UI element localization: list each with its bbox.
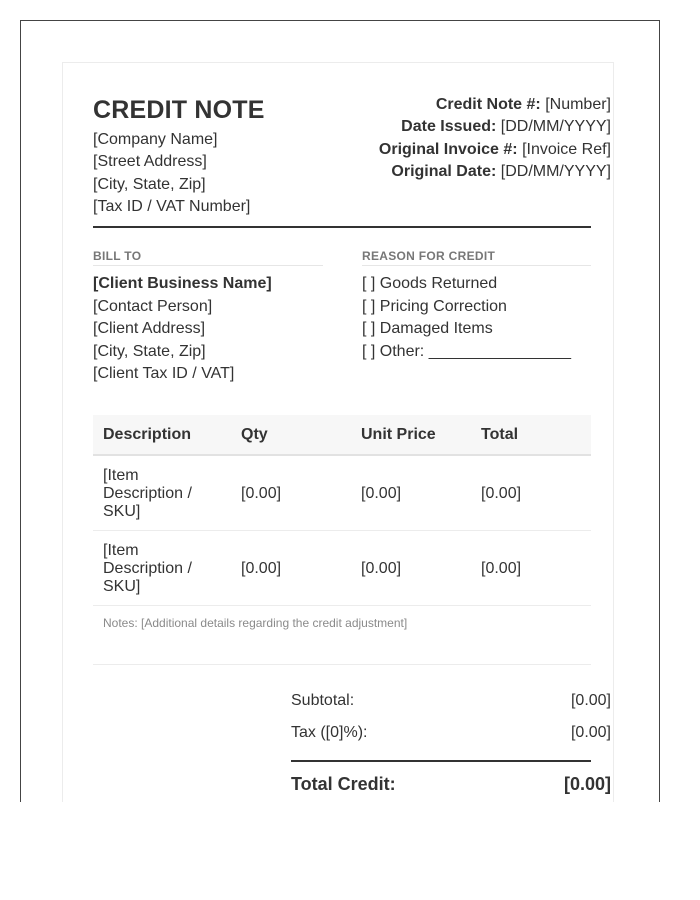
total-credit-value: [0.00] — [563, 774, 611, 794]
client-name: [Client Business Name] — [93, 275, 272, 292]
meta-date-issued: Date Issued: [DD/MM/YYYY] — [401, 118, 611, 136]
item-description: [Item Description / SKU] — [103, 467, 192, 520]
meta-credit-note-number: Credit Note #: [Number] — [435, 96, 611, 113]
reason-underline — [362, 265, 591, 266]
header-description: Description — [103, 426, 192, 443]
company-tax-id: [Tax ID / VAT Number] — [93, 197, 251, 215]
client-tax-id: [Client Tax ID / VAT] — [93, 365, 235, 382]
subtotal-label: Subtotal: — [291, 692, 355, 709]
reason-option: [ ] Damaged Items — [362, 320, 493, 337]
company-name: [Company Name] — [93, 131, 218, 148]
total-divider — [291, 760, 591, 762]
header-divider — [93, 226, 591, 228]
reason-option: [ ] Pricing Correction — [362, 297, 507, 315]
client-address: [Client Address] — [93, 320, 206, 337]
reason-heading: REASON FOR CREDIT — [362, 249, 496, 263]
company-street: [Street Address] — [93, 153, 207, 171]
header-unit-price: Unit Price — [361, 426, 436, 443]
header-total: Total — [481, 426, 519, 443]
document-title: CREDIT NOTE — [93, 96, 265, 124]
subtotal-value: [0.00] — [570, 692, 611, 709]
item-qty: [0.00] — [241, 485, 282, 502]
client-contact: [Contact Person] — [93, 297, 213, 315]
reason-options — [362, 273, 571, 363]
item-qty: [0.00] — [241, 560, 282, 577]
header-qty: Qty — [241, 426, 268, 443]
table-header — [93, 415, 591, 456]
item-total: [0.00] — [481, 485, 522, 502]
tax-label: Tax ([0]%): — [291, 724, 368, 741]
line-items-table — [93, 415, 591, 606]
item-unit-price: [0.00] — [361, 560, 402, 577]
client-city: [City, State, Zip] — [93, 342, 206, 360]
bill-to-underline — [93, 265, 323, 266]
table-row — [93, 456, 591, 531]
bill-to-heading: BILL TO — [93, 249, 142, 263]
notes-text: Notes: [Additional details regarding the credit adjustment] — [103, 616, 408, 630]
bill-to-block — [93, 273, 272, 386]
company-info — [93, 129, 250, 218]
item-total: [0.00] — [481, 560, 522, 577]
credit-note-document — [62, 62, 614, 802]
page-frame — [20, 20, 660, 802]
tax-value: [0.00] — [570, 724, 611, 741]
meta-original-invoice: Original Invoice #: [Invoice Ref] — [378, 140, 611, 158]
credit-note-meta — [379, 94, 611, 183]
table-row — [93, 531, 591, 606]
total-credit-label: Total Credit: — [291, 774, 396, 794]
notes-divider — [93, 664, 591, 665]
item-description: [Item Description / SKU] — [103, 542, 192, 595]
reason-option: [ ] Other: ________________ — [362, 342, 572, 360]
item-unit-price: [0.00] — [361, 485, 402, 502]
reason-option: [ ] Goods Returned — [362, 275, 498, 292]
company-city: [City, State, Zip] — [93, 175, 206, 193]
meta-original-date: Original Date: [DD/MM/YYYY] — [391, 162, 611, 180]
